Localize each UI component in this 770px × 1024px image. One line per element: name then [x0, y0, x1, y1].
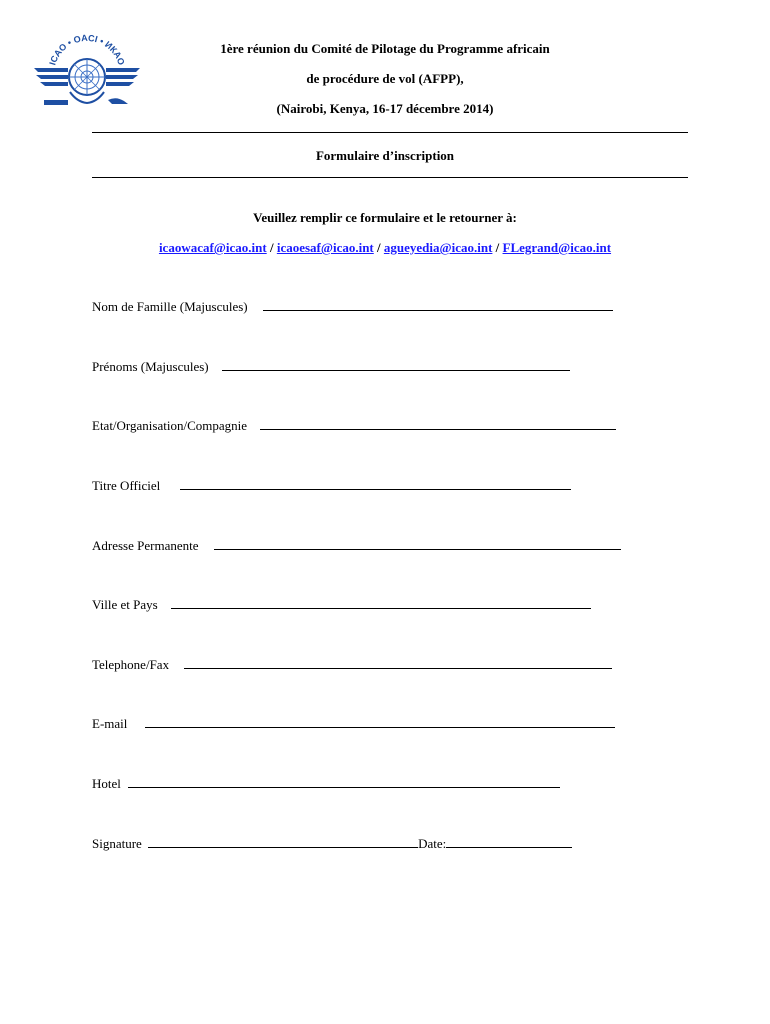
email-link-wacaf[interactable]: icaowacaf@icao.int — [158, 240, 267, 255]
contact-emails — [0, 240, 770, 256]
label-etat: Etat/Organisation/Compagnie — [92, 418, 248, 433]
date-blank[interactable] — [446, 836, 572, 848]
instructions-text: Veuillez remplir ce formulaire et le retourner à: — [253, 210, 517, 225]
field-row-telephone — [92, 657, 612, 673]
telephone-blank[interactable] — [184, 657, 612, 669]
meeting-title-line1: 1ère réunion du Comité de Pilotage du Programme africain — [220, 41, 550, 56]
label-hotel: Hotel — [92, 776, 121, 791]
nom-blank[interactable] — [263, 299, 613, 311]
meeting-location-dates: (Nairobi, Kenya, 16-17 décembre 2014) — [276, 101, 494, 116]
label-prenoms: Prénoms (Majuscules) — [92, 359, 209, 374]
label-telephone: Telephone/Fax — [92, 657, 170, 672]
header-divider-top — [92, 132, 688, 133]
field-row-signature — [92, 836, 572, 852]
prenoms-blank[interactable] — [222, 359, 570, 371]
field-row-prenoms — [92, 359, 570, 375]
email-separator: / — [492, 240, 503, 255]
email-separator: / — [373, 240, 384, 255]
signature-blank[interactable] — [148, 836, 418, 848]
field-row-titre — [92, 478, 571, 494]
ville-blank[interactable] — [171, 597, 591, 609]
email-blank[interactable] — [145, 716, 615, 728]
label-ville: Ville et Pays — [92, 597, 158, 612]
adresse-blank[interactable] — [214, 538, 621, 550]
label-email: E-mail — [92, 716, 128, 731]
header-divider-bottom — [92, 177, 688, 178]
field-row-nom — [92, 299, 613, 315]
field-row-hotel — [92, 776, 560, 792]
email-link-esaf[interactable]: icaoesaf@icao.int — [276, 240, 374, 255]
field-row-adresse — [92, 538, 621, 554]
email-link-flegrand[interactable]: FLegrand@icao.int — [502, 240, 612, 255]
form-title: Formulaire d’inscription — [315, 148, 455, 163]
meeting-title-line2: de procédure de vol (AFPP), — [306, 71, 464, 86]
hotel-blank[interactable] — [128, 776, 560, 788]
email-link-agueyedia[interactable]: agueyedia@icao.int — [383, 240, 493, 255]
field-row-ville — [92, 597, 591, 613]
titre-blank[interactable] — [180, 478, 571, 490]
field-row-email — [92, 716, 615, 732]
label-signature: Signature — [92, 836, 142, 851]
label-titre: Titre Officiel — [92, 478, 161, 493]
etat-blank[interactable] — [260, 418, 616, 430]
field-row-etat — [92, 418, 616, 434]
label-nom: Nom de Famille (Majuscules) — [92, 299, 248, 314]
email-separator: / — [266, 240, 277, 255]
label-date: Date: — [418, 836, 447, 851]
label-adresse: Adresse Permanente — [92, 538, 199, 553]
logo-ring-text: ICAO • OACI • ИКАО — [47, 32, 127, 67]
